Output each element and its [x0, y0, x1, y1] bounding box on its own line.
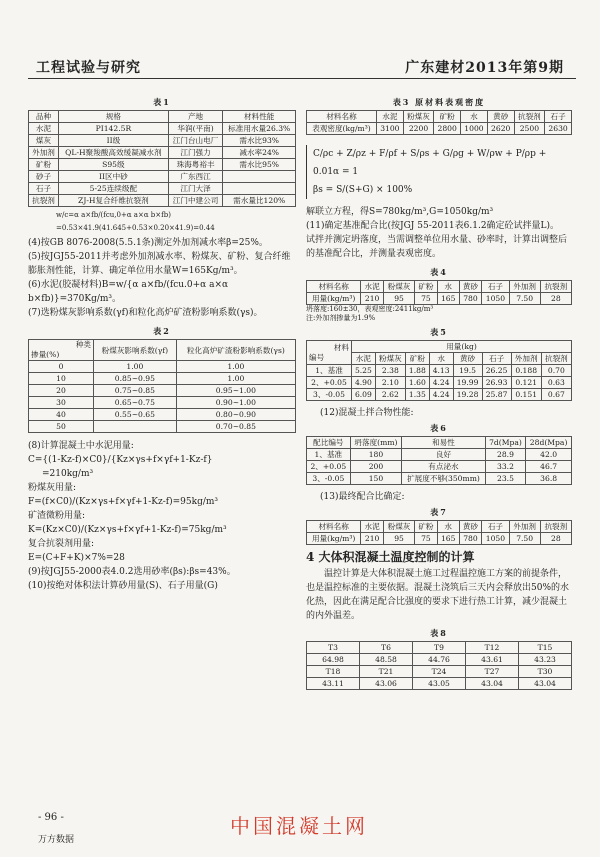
crack-agent-label: 复合抗裂剂用量:	[28, 539, 95, 549]
table-header: 品种	[29, 111, 59, 123]
paragraph-13: (13)最终配合比确定:	[320, 492, 405, 502]
source-label: 万方数据	[38, 835, 75, 845]
table-row: 矿粉 S95级 珠海粤裕丰 需水比95%	[29, 159, 296, 171]
table-row: 抗裂剂 ZJ-H复合纤维抗裂剂 江门中建公司 需水量比120%	[29, 195, 296, 207]
table-group-header: 用量(kg)	[352, 341, 572, 353]
header-rule	[28, 78, 576, 79]
table3-caption: 表3 原材料表观密度	[392, 97, 486, 107]
table-row: 50 0.70~0.85	[29, 421, 296, 433]
journal-issue-title: 广东建材2013年第9期	[405, 60, 564, 76]
paragraph-11b: 试拌并测定坍落度，当需调整单位用水量、砂率时，计算出调整后的基准配合比，并测量表观密度。	[306, 235, 568, 259]
paragraph-9: (9)按JGJ55-2000表4.0.2选用砂率(βs):βs=43%。	[28, 567, 236, 577]
flyash-label: 粉煤灰用量:	[28, 483, 77, 493]
journal-section-title: 工程试验与研究	[36, 60, 141, 76]
table-row: 3、-0.05 150 扩展度不够(350mm) 23.5 36.8	[307, 473, 572, 485]
table7: 材料名称 水泥 粉煤灰 矿粉 水 黄砂 石子 外加剂 抗裂剂 用量(kg/m³) 210 95 75 165 780 1050 7.50 28	[306, 520, 572, 545]
solve-result: 解联立方程，得S=780kg/m³,G=1050kg/m³	[306, 207, 494, 217]
table-header: 产地	[168, 111, 223, 123]
table-row: 表观密度(kg/m³) 3100 2200 2800 1000 2620 2500 2630	[307, 123, 572, 135]
equation-sand-ratio: βs = S/(S+G) × 100%	[313, 185, 413, 195]
formula-wc-result: =0.53×41.9(41.645+0.53×0.20×41.9)=0.44	[56, 224, 215, 232]
formula-wc: w/c=α a×fb/(fcu,0+α a×α b×fb)	[56, 211, 171, 219]
formula-flyash: F=(f×C0)/(Kz×γs+f×γf+1-Kz-f)=95kg/m³	[28, 497, 219, 507]
table8-caption: 表8	[430, 628, 448, 638]
watermark-logo: 中国混凝土网	[230, 814, 368, 838]
paragraph-11: (11)确定基准配合比(按JGJ 55-2011表6.1.2确定砼试拌量L)。	[306, 221, 560, 231]
formula-slag: K=(Kz×C0)/(Kz×γs+f×γf+1-Kz-f)=75kg/m³	[28, 525, 227, 535]
table-row: 30 0.65~0.75 0.90~1.00	[29, 397, 296, 409]
formula-crack-agent: E=(C+F+K)×7%=28	[28, 553, 125, 563]
table5: 材料 编号 用量(kg) 水泥 粉煤灰 矿粉 水 黄砂 石子 外加剂 抗裂剂 1、基准 5.25 2.38 1.88 4.13 19.5 26.25 0.188 0.70 2、+0.05 4.90 2.10 1.60 4.24 19.99 26.93 0.121 0.63 3、-0.05 6.09 2.62 1.35 4.24 19.28 25.87 0.151 0.67	[306, 340, 572, 401]
formula-cement-result: =210kg/m³	[42, 469, 94, 479]
slag-label: 矿渣微粉用量:	[28, 511, 86, 521]
right-column	[306, 94, 572, 690]
table5-caption: 表5	[430, 327, 448, 337]
table-row: 3、-0.05 6.09 2.62 1.35 4.24 19.28 25.87 0.151 0.67	[307, 389, 572, 401]
table-row: 20 0.75~0.85 0.95~1.00	[29, 385, 296, 397]
paragraph-4: (4)按GB 8076-2008(5.5.1条)测定外加剂减水率β=25%。	[28, 238, 268, 248]
table-row: 64.98 48.58 44.76 43.61 43.23	[307, 654, 572, 666]
table-corner: 种类 掺量(%)	[29, 340, 94, 361]
table-row: 外加剂 QL-H聚羧酸高效缓凝减水剂 江门强力 减水率24%	[29, 147, 296, 159]
table2-caption: 表2	[153, 326, 171, 336]
table-row: 砂子 II区中砂 广东西江	[29, 171, 296, 183]
paragraph-8: (8)计算混凝土中水泥用量:	[28, 441, 134, 451]
table-row: 40 0.55~0.65 0.80~0.90	[29, 409, 296, 421]
table-row: 用量(kg/m³) 210 95 75 165 780 1050 7.50 28	[307, 533, 572, 545]
section-4-text: 温控计算是大体积混凝土施工过程温控施工方案的前提条件，也是温控标准的主要依据。混凝土浇筑后三天内会释放出50%的水化热，因此在满足配合比强度的要求下进行热工计算，减少混凝土的内外温差。	[306, 569, 570, 621]
table-row: 石子 5-25连续级配 江门大泽	[29, 183, 296, 195]
equation-volume: C/ρc + Z/ρz + F/ρf + S/ρs + G/ρg + W/ρw + P/ρp + 0.01α = 1	[313, 149, 547, 177]
table-header: 规格	[59, 111, 169, 123]
table-row: 用量(kg/m³) 210 95 75 165 780 1050 7.50 28	[307, 293, 572, 305]
section-4-heading: 4 大体积混凝土温度控制的计算	[306, 550, 475, 564]
table4-note-2: 注:外加剂掺量为1.9%	[306, 314, 376, 322]
equation-system	[306, 145, 572, 199]
table-row: 2、+0.05 4.90 2.10 1.60 4.24 19.99 26.93 0.121 0.63	[307, 377, 572, 389]
table4-caption: 表4	[430, 267, 448, 277]
page-number: - 96 -	[38, 812, 64, 823]
table-row: 10 0.85~0.95 1.00	[29, 373, 296, 385]
paragraph-12: (12)混凝土拌合物性能:	[320, 408, 414, 418]
table-row: 1、基准 180 良好 28.9 42.0	[307, 449, 572, 461]
table6: 配比编号 坍落度(mm) 和易性 7d(Mpa) 28d(Mpa) 1、基准 180 良好 28.9 42.0 2、+0.05 200 有点泌水 33.2 46.7 3、-0.05 150 扩展度不够(350mm) 23.5 36.8	[306, 436, 572, 485]
table-row: 1、基准 5.25 2.38 1.88 4.13 19.5 26.25 0.188 0.70	[307, 365, 572, 377]
table-header: 粉煤灰影响系数(γf)	[94, 340, 177, 361]
table7-caption: 表7	[430, 507, 448, 517]
table1-caption: 表1	[153, 97, 171, 107]
table-row: 水泥 PI142.5R 华润(平南) 标准用水量26.3%	[29, 123, 296, 135]
table4: 材料名称 水泥 粉煤灰 矿粉 水 黄砂 石子 外加剂 抗裂剂 用量(kg/m³) 210 95 75 165 780 1050 7.50 28	[306, 280, 572, 305]
paragraph-7: (7)选粉煤灰影响系数(γf)和粒化高炉矿渣粉影响系数(γs)。	[28, 308, 263, 318]
table4-note-1: 坍落度:160±30，表观密度:2411kg/m³	[306, 305, 434, 313]
table6-caption: 表6	[430, 423, 448, 433]
table8: T3 T6 T9 T12 T15 64.98 48.58 44.76 43.61 43.23 T18 T21 T24 T27 T30 43.11 43.06 43.05 43.04 43.04	[306, 641, 572, 690]
paragraph-10: (10)按绝对体积法计算砂用量(S)、石子用量(G)	[28, 581, 218, 591]
paragraph-6: (6)水泥(胶凝材料)B=w/{α a×fb/(fcu.0+α a×α b×fb)}=370Kg/m³。	[28, 280, 229, 304]
table-corner: 材料 编号	[307, 341, 352, 365]
paragraph-5: (5)按JGJ55-2011并考虑外加剂减水率、粉煤灰、矿粉、复合纤维膨胀剂性能，计算、确定单位用水量W=165Kg/m³。	[28, 252, 291, 276]
formula-cement: C={(1-Kz-f)×C0}/{Kz×γs+f×γf+1-Kz-f}	[28, 455, 213, 465]
table-row: 0 1.00 1.00	[29, 361, 296, 373]
table-row: 43.11 43.06 43.05 43.04 43.04	[307, 678, 572, 690]
table2	[28, 339, 296, 433]
table-header: 粒化高炉矿渣粉影响系数(γs)	[176, 340, 295, 361]
left-column	[28, 94, 296, 593]
table-row: 2、+0.05 200 有点泌水 33.2 46.7	[307, 461, 572, 473]
table-header: 材料性能	[223, 111, 296, 123]
table-row: 煤灰 II级 江门台山电厂 需水比93%	[29, 135, 296, 147]
table3: 材料名称 水泥 粉煤灰 矿粉 水 黄砂 抗裂剂 石子 表观密度(kg/m³) 3100 2200 2800 1000 2620 2500 2630	[306, 110, 572, 135]
table1	[28, 110, 296, 207]
